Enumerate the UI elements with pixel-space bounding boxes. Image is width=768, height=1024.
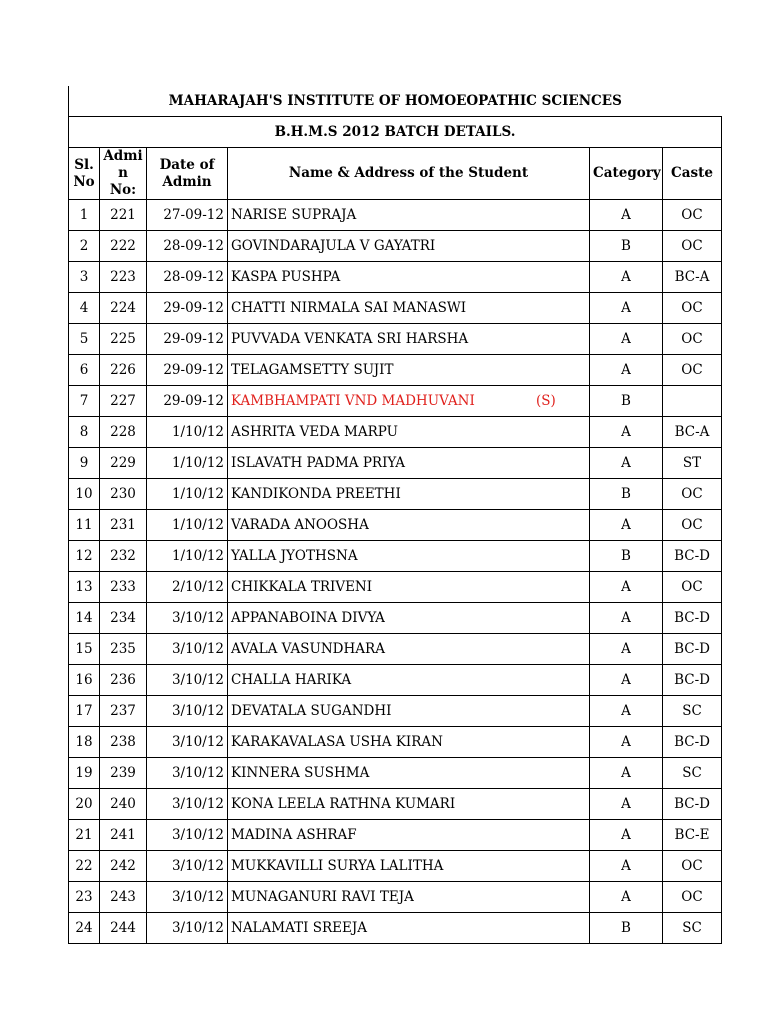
student-name: KINNERA SUSHMA [231, 765, 370, 781]
admn-no-cell: 228 [100, 417, 147, 448]
date-cell: 29-09-12 [147, 355, 228, 386]
table-row [69, 603, 722, 634]
date-cell: 3/10/12 [147, 820, 228, 851]
student-name-wrap [231, 424, 586, 440]
table-row [69, 448, 722, 479]
student-name-wrap [231, 858, 586, 874]
category-cell: A [590, 820, 663, 851]
caste-cell: BC-D [663, 665, 722, 696]
student-name-wrap [231, 703, 586, 719]
date-cell: 3/10/12 [147, 789, 228, 820]
student-name: YALLA JYOTHSNA [231, 548, 358, 564]
caste-cell: BC-D [663, 789, 722, 820]
category-cell: A [590, 758, 663, 789]
student-name-wrap [231, 486, 586, 502]
admn-no-cell: 222 [100, 231, 147, 262]
student-name-cell [228, 572, 590, 603]
admn-no-cell: 233 [100, 572, 147, 603]
category-cell: A [590, 789, 663, 820]
table-row [69, 417, 722, 448]
date-cell: 3/10/12 [147, 882, 228, 913]
student-name-cell [228, 386, 590, 417]
student-name-wrap [231, 920, 586, 936]
category-cell: A [590, 200, 663, 231]
admn-no-cell: 244 [100, 913, 147, 944]
caste-cell: OC [663, 510, 722, 541]
column-header-date-of-admin: Date of Admin [147, 148, 228, 200]
student-name: MUKKAVILLI SURYA LALITHA [231, 858, 444, 874]
sl-no-cell: 14 [69, 603, 100, 634]
student-name-wrap [231, 269, 586, 285]
student-name-cell [228, 727, 590, 758]
admn-no-cell: 221 [100, 200, 147, 231]
caste-cell: ST [663, 448, 722, 479]
table-row [69, 541, 722, 572]
student-name: VARADA ANOOSHA [231, 517, 369, 533]
sl-no-cell: 19 [69, 758, 100, 789]
student-name: ISLAVATH PADMA PRIYA [231, 455, 406, 471]
date-cell: 1/10/12 [147, 417, 228, 448]
category-cell: A [590, 355, 663, 386]
sl-no-cell: 7 [69, 386, 100, 417]
student-name-wrap [231, 827, 586, 843]
student-name-wrap [231, 734, 586, 750]
student-name-wrap [231, 331, 586, 347]
date-cell: 3/10/12 [147, 913, 228, 944]
sl-no-cell: 21 [69, 820, 100, 851]
admn-no-cell: 236 [100, 665, 147, 696]
table-row [69, 913, 722, 944]
student-name-wrap [231, 207, 586, 223]
student-name: AVALA VASUNDHARA [231, 641, 385, 657]
sl-no-cell: 24 [69, 913, 100, 944]
admn-no-cell: 230 [100, 479, 147, 510]
caste-cell: OC [663, 200, 722, 231]
caste-cell: BC-A [663, 417, 722, 448]
student-name-wrap [231, 393, 586, 409]
table-row [69, 634, 722, 665]
table-row [69, 231, 722, 262]
admn-no-cell: 234 [100, 603, 147, 634]
student-name-wrap [231, 548, 586, 564]
student-name: KANDIKONDA PREETHI [231, 486, 401, 502]
institution-title: MAHARAJAH'S INSTITUTE OF HOMOEOPATHIC SCIENCES [69, 86, 722, 117]
category-cell: A [590, 851, 663, 882]
column-header-category: Category [590, 148, 663, 200]
student-name: TELAGAMSETTY SUJIT [231, 362, 394, 378]
admn-no-cell: 226 [100, 355, 147, 386]
date-cell: 3/10/12 [147, 665, 228, 696]
table-row [69, 665, 722, 696]
category-cell: B [590, 231, 663, 262]
student-name-cell [228, 789, 590, 820]
student-name-cell [228, 293, 590, 324]
sl-no-cell: 18 [69, 727, 100, 758]
student-name-cell [228, 510, 590, 541]
sl-no-cell: 4 [69, 293, 100, 324]
admn-no-cell: 243 [100, 882, 147, 913]
student-name-wrap [231, 889, 586, 905]
sl-no-cell: 11 [69, 510, 100, 541]
admn-no-cell: 241 [100, 820, 147, 851]
sl-no-cell: 17 [69, 696, 100, 727]
category-cell: A [590, 603, 663, 634]
student-name: KAMBHAMPATI VND MADHUVANI [231, 393, 475, 409]
date-cell: 3/10/12 [147, 851, 228, 882]
category-cell: A [590, 634, 663, 665]
caste-cell: OC [663, 882, 722, 913]
sl-no-cell: 16 [69, 665, 100, 696]
date-cell: 28-09-12 [147, 231, 228, 262]
student-name: CHATTI NIRMALA SAI MANASWI [231, 300, 467, 316]
student-name-wrap [231, 796, 586, 812]
student-name: KASPA PUSHPA [231, 269, 341, 285]
category-cell: A [590, 324, 663, 355]
sl-no-cell: 22 [69, 851, 100, 882]
student-name: KARAKAVALASA USHA KIRAN [231, 734, 443, 750]
date-cell: 1/10/12 [147, 541, 228, 572]
student-name-cell [228, 851, 590, 882]
caste-cell: OC [663, 572, 722, 603]
student-name-wrap [231, 362, 586, 378]
caste-cell: BC-D [663, 603, 722, 634]
category-cell: A [590, 510, 663, 541]
student-name: GOVINDARAJULA V GAYATRI [231, 238, 436, 254]
caste-cell: OC [663, 851, 722, 882]
sl-no-cell: 20 [69, 789, 100, 820]
student-table-body [69, 86, 722, 944]
student-name-wrap [231, 610, 586, 626]
student-name-cell [228, 820, 590, 851]
sl-no-cell: 23 [69, 882, 100, 913]
table-row [69, 758, 722, 789]
caste-cell: OC [663, 355, 722, 386]
category-cell: A [590, 262, 663, 293]
student-name: CHIKKALA TRIVENI [231, 579, 373, 595]
batch-title: B.H.M.S 2012 BATCH DETAILS. [69, 117, 722, 148]
sl-no-cell: 8 [69, 417, 100, 448]
category-cell: A [590, 727, 663, 758]
date-cell: 3/10/12 [147, 634, 228, 665]
caste-cell: BC-D [663, 634, 722, 665]
admn-no-cell: 242 [100, 851, 147, 882]
date-cell: 1/10/12 [147, 448, 228, 479]
student-name: DEVATALA SUGANDHI [231, 703, 392, 719]
student-name-cell [228, 634, 590, 665]
column-header-row [69, 148, 722, 200]
category-cell: A [590, 696, 663, 727]
student-name: NALAMATI SREEJA [231, 920, 368, 936]
student-name: KONA LEELA RATHNA KUMARI [231, 796, 456, 812]
date-cell: 29-09-12 [147, 293, 228, 324]
admn-no-cell: 223 [100, 262, 147, 293]
table-row [69, 727, 722, 758]
table-row [69, 882, 722, 913]
student-name-wrap [231, 641, 586, 657]
admn-no-cell: 229 [100, 448, 147, 479]
table-row [69, 262, 722, 293]
table-row [69, 200, 722, 231]
student-name-wrap [231, 579, 586, 595]
caste-cell: OC [663, 293, 722, 324]
batch-details-sheet [68, 86, 721, 944]
caste-cell: OC [663, 324, 722, 355]
admn-no-cell: 224 [100, 293, 147, 324]
sl-no-cell: 12 [69, 541, 100, 572]
sl-no-cell: 9 [69, 448, 100, 479]
caste-cell: SC [663, 913, 722, 944]
caste-cell [663, 386, 722, 417]
table-row [69, 789, 722, 820]
admn-no-cell: 238 [100, 727, 147, 758]
category-cell: A [590, 572, 663, 603]
student-name: APPANABOINA DIVYA [231, 610, 385, 626]
student-name-cell [228, 262, 590, 293]
table-row [69, 293, 722, 324]
student-name-wrap [231, 455, 586, 471]
sl-no-cell: 2 [69, 231, 100, 262]
student-name-cell [228, 696, 590, 727]
table-row [69, 355, 722, 386]
student-name-cell [228, 417, 590, 448]
student-name-cell [228, 541, 590, 572]
student-name-cell [228, 758, 590, 789]
student-name-cell [228, 448, 590, 479]
category-cell: B [590, 479, 663, 510]
column-header-sl-no: Sl. No [69, 148, 100, 200]
student-name: MUNAGANURI RAVI TEJA [231, 889, 414, 905]
student-name-cell [228, 603, 590, 634]
date-cell: 27-09-12 [147, 200, 228, 231]
sl-no-cell: 3 [69, 262, 100, 293]
student-name-cell [228, 479, 590, 510]
caste-cell: OC [663, 479, 722, 510]
sl-no-cell: 6 [69, 355, 100, 386]
caste-cell: SC [663, 696, 722, 727]
student-name-wrap [231, 765, 586, 781]
student-name-wrap [231, 238, 586, 254]
date-cell: 28-09-12 [147, 262, 228, 293]
admn-no-cell: 225 [100, 324, 147, 355]
date-cell: 29-09-12 [147, 386, 228, 417]
category-cell: A [590, 448, 663, 479]
table-row [69, 479, 722, 510]
sl-no-cell: 1 [69, 200, 100, 231]
admn-no-cell: 237 [100, 696, 147, 727]
table-row [69, 510, 722, 541]
date-cell: 3/10/12 [147, 758, 228, 789]
date-cell: 1/10/12 [147, 510, 228, 541]
student-name: NARISE SUPRAJA [231, 207, 357, 223]
category-cell: A [590, 665, 663, 696]
date-cell: 1/10/12 [147, 479, 228, 510]
date-cell: 3/10/12 [147, 696, 228, 727]
student-name-wrap [231, 517, 586, 533]
sl-no-cell: 15 [69, 634, 100, 665]
column-header-admn-no: Admi n No: [100, 148, 147, 200]
student-name-cell [228, 882, 590, 913]
subtitle-row [69, 117, 722, 148]
admn-no-cell: 231 [100, 510, 147, 541]
student-name-cell [228, 665, 590, 696]
student-name-cell [228, 231, 590, 262]
student-name: ASHRITA VEDA MARPU [231, 424, 399, 440]
table-row [69, 324, 722, 355]
column-header-caste: Caste [663, 148, 722, 200]
caste-cell: SC [663, 758, 722, 789]
caste-cell: OC [663, 231, 722, 262]
category-cell: B [590, 386, 663, 417]
student-name: CHALLA HARIKA [231, 672, 352, 688]
admn-no-cell: 239 [100, 758, 147, 789]
title-row [69, 86, 722, 117]
admn-no-cell: 227 [100, 386, 147, 417]
admn-no-cell: 240 [100, 789, 147, 820]
admn-no-cell: 235 [100, 634, 147, 665]
category-cell: B [590, 913, 663, 944]
admn-no-cell: 232 [100, 541, 147, 572]
date-cell: 3/10/12 [147, 727, 228, 758]
caste-cell: BC-D [663, 541, 722, 572]
category-cell: B [590, 541, 663, 572]
table-row [69, 386, 722, 417]
sl-no-cell: 5 [69, 324, 100, 355]
date-cell: 29-09-12 [147, 324, 228, 355]
sl-no-cell: 10 [69, 479, 100, 510]
date-cell: 3/10/12 [147, 603, 228, 634]
table-row [69, 820, 722, 851]
student-name-wrap [231, 672, 586, 688]
date-cell: 2/10/12 [147, 572, 228, 603]
category-cell: A [590, 417, 663, 448]
student-name: PUVVADA VENKATA SRI HARSHA [231, 331, 469, 347]
category-cell: A [590, 882, 663, 913]
column-header-name-address: Name & Address of the Student [228, 148, 590, 200]
student-name-cell [228, 200, 590, 231]
table-row [69, 572, 722, 603]
table-row [69, 851, 722, 882]
student-table [68, 86, 722, 944]
category-cell: A [590, 293, 663, 324]
caste-cell: BC-E [663, 820, 722, 851]
caste-cell: BC-D [663, 727, 722, 758]
sl-no-cell: 13 [69, 572, 100, 603]
student-name-wrap [231, 300, 586, 316]
table-row [69, 696, 722, 727]
student-status-suffix: (S) [536, 393, 556, 409]
caste-cell: BC-A [663, 262, 722, 293]
student-name-cell [228, 913, 590, 944]
student-name: MADINA ASHRAF [231, 827, 357, 843]
student-name-cell [228, 324, 590, 355]
student-name-cell [228, 355, 590, 386]
